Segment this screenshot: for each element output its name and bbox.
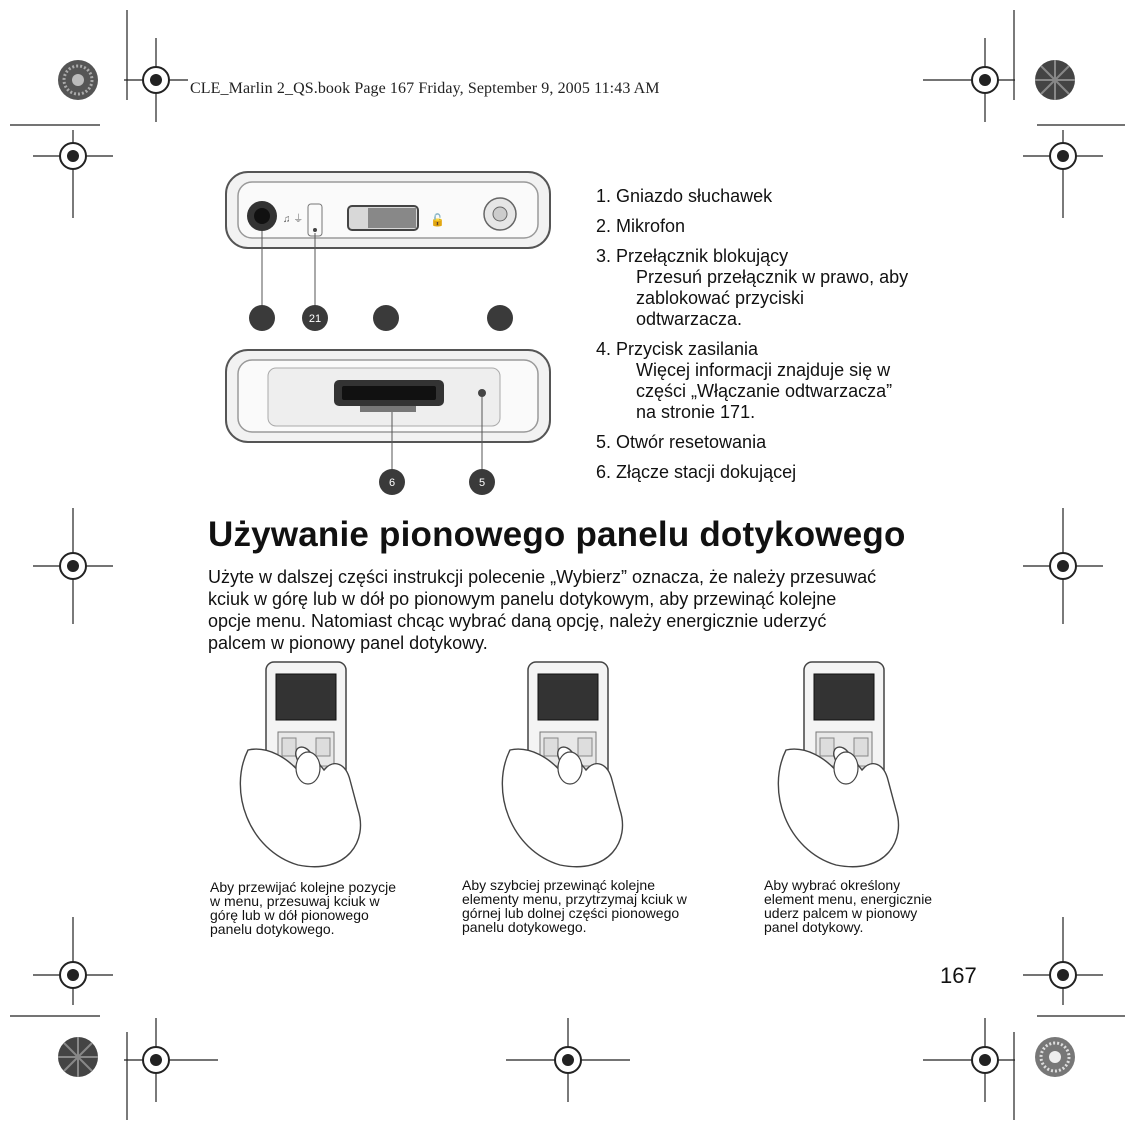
- lock-switch: [348, 206, 418, 230]
- registration-mark-icon: [33, 130, 113, 218]
- callout-badge-label: 21: [308, 313, 322, 325]
- intro-line: kciuk w górę lub w dół po pionowym panelu dotykowym, aby przewinąć kolejne: [208, 589, 837, 609]
- color-target-icon: [58, 1037, 98, 1077]
- callout-badge: [379, 469, 405, 495]
- player-hand-illustration: [778, 662, 898, 867]
- headphone-jack: [247, 201, 277, 231]
- callout-badge-label: 6: [388, 477, 396, 489]
- caption-line: uderz palcem w pionowy: [764, 905, 918, 921]
- device-diagram: [220, 168, 560, 498]
- registration-mark-icon: [923, 38, 1015, 122]
- caption-line: górnej lub dolnej części pionowego: [462, 905, 680, 921]
- caption-select: [764, 878, 1004, 934]
- intro-line: Użyte w dalszej części instrukcji polecenie „Wybierz” oznacza, że należy przesuwać: [208, 567, 877, 587]
- parts-list-label: 1. Gniazdo słuchawek: [596, 186, 773, 206]
- section-heading: Używanie pionowego panelu dotykowego: [208, 515, 906, 554]
- parts-list-description: części „Włączanie odtwarzacza”: [636, 381, 893, 401]
- parts-list-label: 2. Mikrofon: [596, 216, 686, 236]
- callout-badge: [469, 469, 495, 495]
- caption-line: elementy menu, przytrzymaj kciuk w: [462, 891, 687, 907]
- headphone-icon: ♫ ⏚: [283, 214, 304, 225]
- caption-line: w menu, przesuwaj kciuk w: [210, 893, 380, 909]
- registration-mark-icon: [124, 1018, 218, 1102]
- caption-line: Aby szybciej przewinąć kolejne: [462, 877, 655, 893]
- parts-list-description: Więcej informacji znajduje się w: [636, 360, 891, 380]
- color-target-icon: [1035, 1037, 1075, 1077]
- parts-list-item: [596, 339, 996, 423]
- touchpad-illustrations: [228, 660, 988, 878]
- registration-mark-icon: [33, 508, 113, 624]
- parts-list-item: [596, 462, 996, 483]
- parts-list-description: odtwarzacza.: [636, 309, 743, 329]
- callout-badge-label: 5: [478, 477, 486, 489]
- parts-list-description: zablokować przyciski: [636, 288, 805, 308]
- registration-mark-icon: [923, 1018, 1015, 1102]
- power-button: [484, 198, 516, 230]
- parts-list-description: na stronie 171.: [636, 402, 756, 422]
- caption-line: Aby wybrać określony: [764, 877, 901, 893]
- intro-line: palcem w pionowy panel dotykowy.: [208, 633, 488, 653]
- parts-list-item: [596, 432, 996, 453]
- registration-mark-icon: [1023, 130, 1103, 218]
- caption-line: panelu dotykowego.: [462, 919, 587, 935]
- registration-mark-icon: [124, 38, 188, 122]
- microphone-hole: [313, 228, 317, 232]
- registration-mark-icon: [1023, 917, 1103, 1005]
- color-target-icon: [1035, 60, 1075, 100]
- intro-paragraph: [208, 566, 988, 654]
- callout-badge: [302, 305, 328, 331]
- player-hand-illustration: [502, 662, 622, 867]
- parts-list-label: 6. Złącze stacji dokującej: [596, 462, 797, 482]
- registration-mark-icon: [506, 1018, 630, 1102]
- caption-line: Aby przewijać kolejne pozycje: [210, 879, 396, 895]
- player-hand-illustration: [240, 662, 360, 867]
- intro-line: opcje menu. Natomiast chcąc wybrać daną opcję, należy energicznie uderzyć: [208, 611, 827, 631]
- callout-badge: [487, 305, 513, 331]
- callout-badge: [373, 305, 399, 331]
- print-slug: CLE_Marlin 2_QS.book Page 167 Friday, September 9, 2005 11:43 AM: [190, 80, 660, 97]
- lock-icon: 🔓: [430, 213, 445, 227]
- parts-list-label: 4. Przycisk zasilania: [596, 339, 759, 359]
- parts-list-item: [596, 186, 996, 207]
- parts-list-item: [596, 246, 996, 330]
- caption-line: element menu, energicznie: [764, 891, 933, 907]
- caption-fast-scroll: [462, 878, 742, 934]
- callout-badge: [249, 305, 275, 331]
- parts-list-item: [596, 216, 996, 237]
- caption-line: panelu dotykowego.: [210, 921, 335, 937]
- caption-line: panel dotykowy.: [764, 919, 864, 935]
- color-target-icon: [58, 60, 98, 100]
- parts-list-label: 3. Przełącznik blokujący: [596, 246, 789, 266]
- caption-line: górę lub w dół pionowego: [210, 907, 369, 923]
- parts-list-description: Przesuń przełącznik w prawo, aby: [636, 267, 909, 287]
- reset-hole: [478, 389, 486, 397]
- registration-mark-icon: [1023, 508, 1103, 624]
- caption-scroll: [210, 880, 450, 936]
- registration-mark-icon: [33, 917, 113, 1005]
- parts-list-label: 5. Otwór resetowania: [596, 432, 767, 452]
- parts-list: [596, 186, 996, 492]
- page-number: 167: [940, 963, 977, 988]
